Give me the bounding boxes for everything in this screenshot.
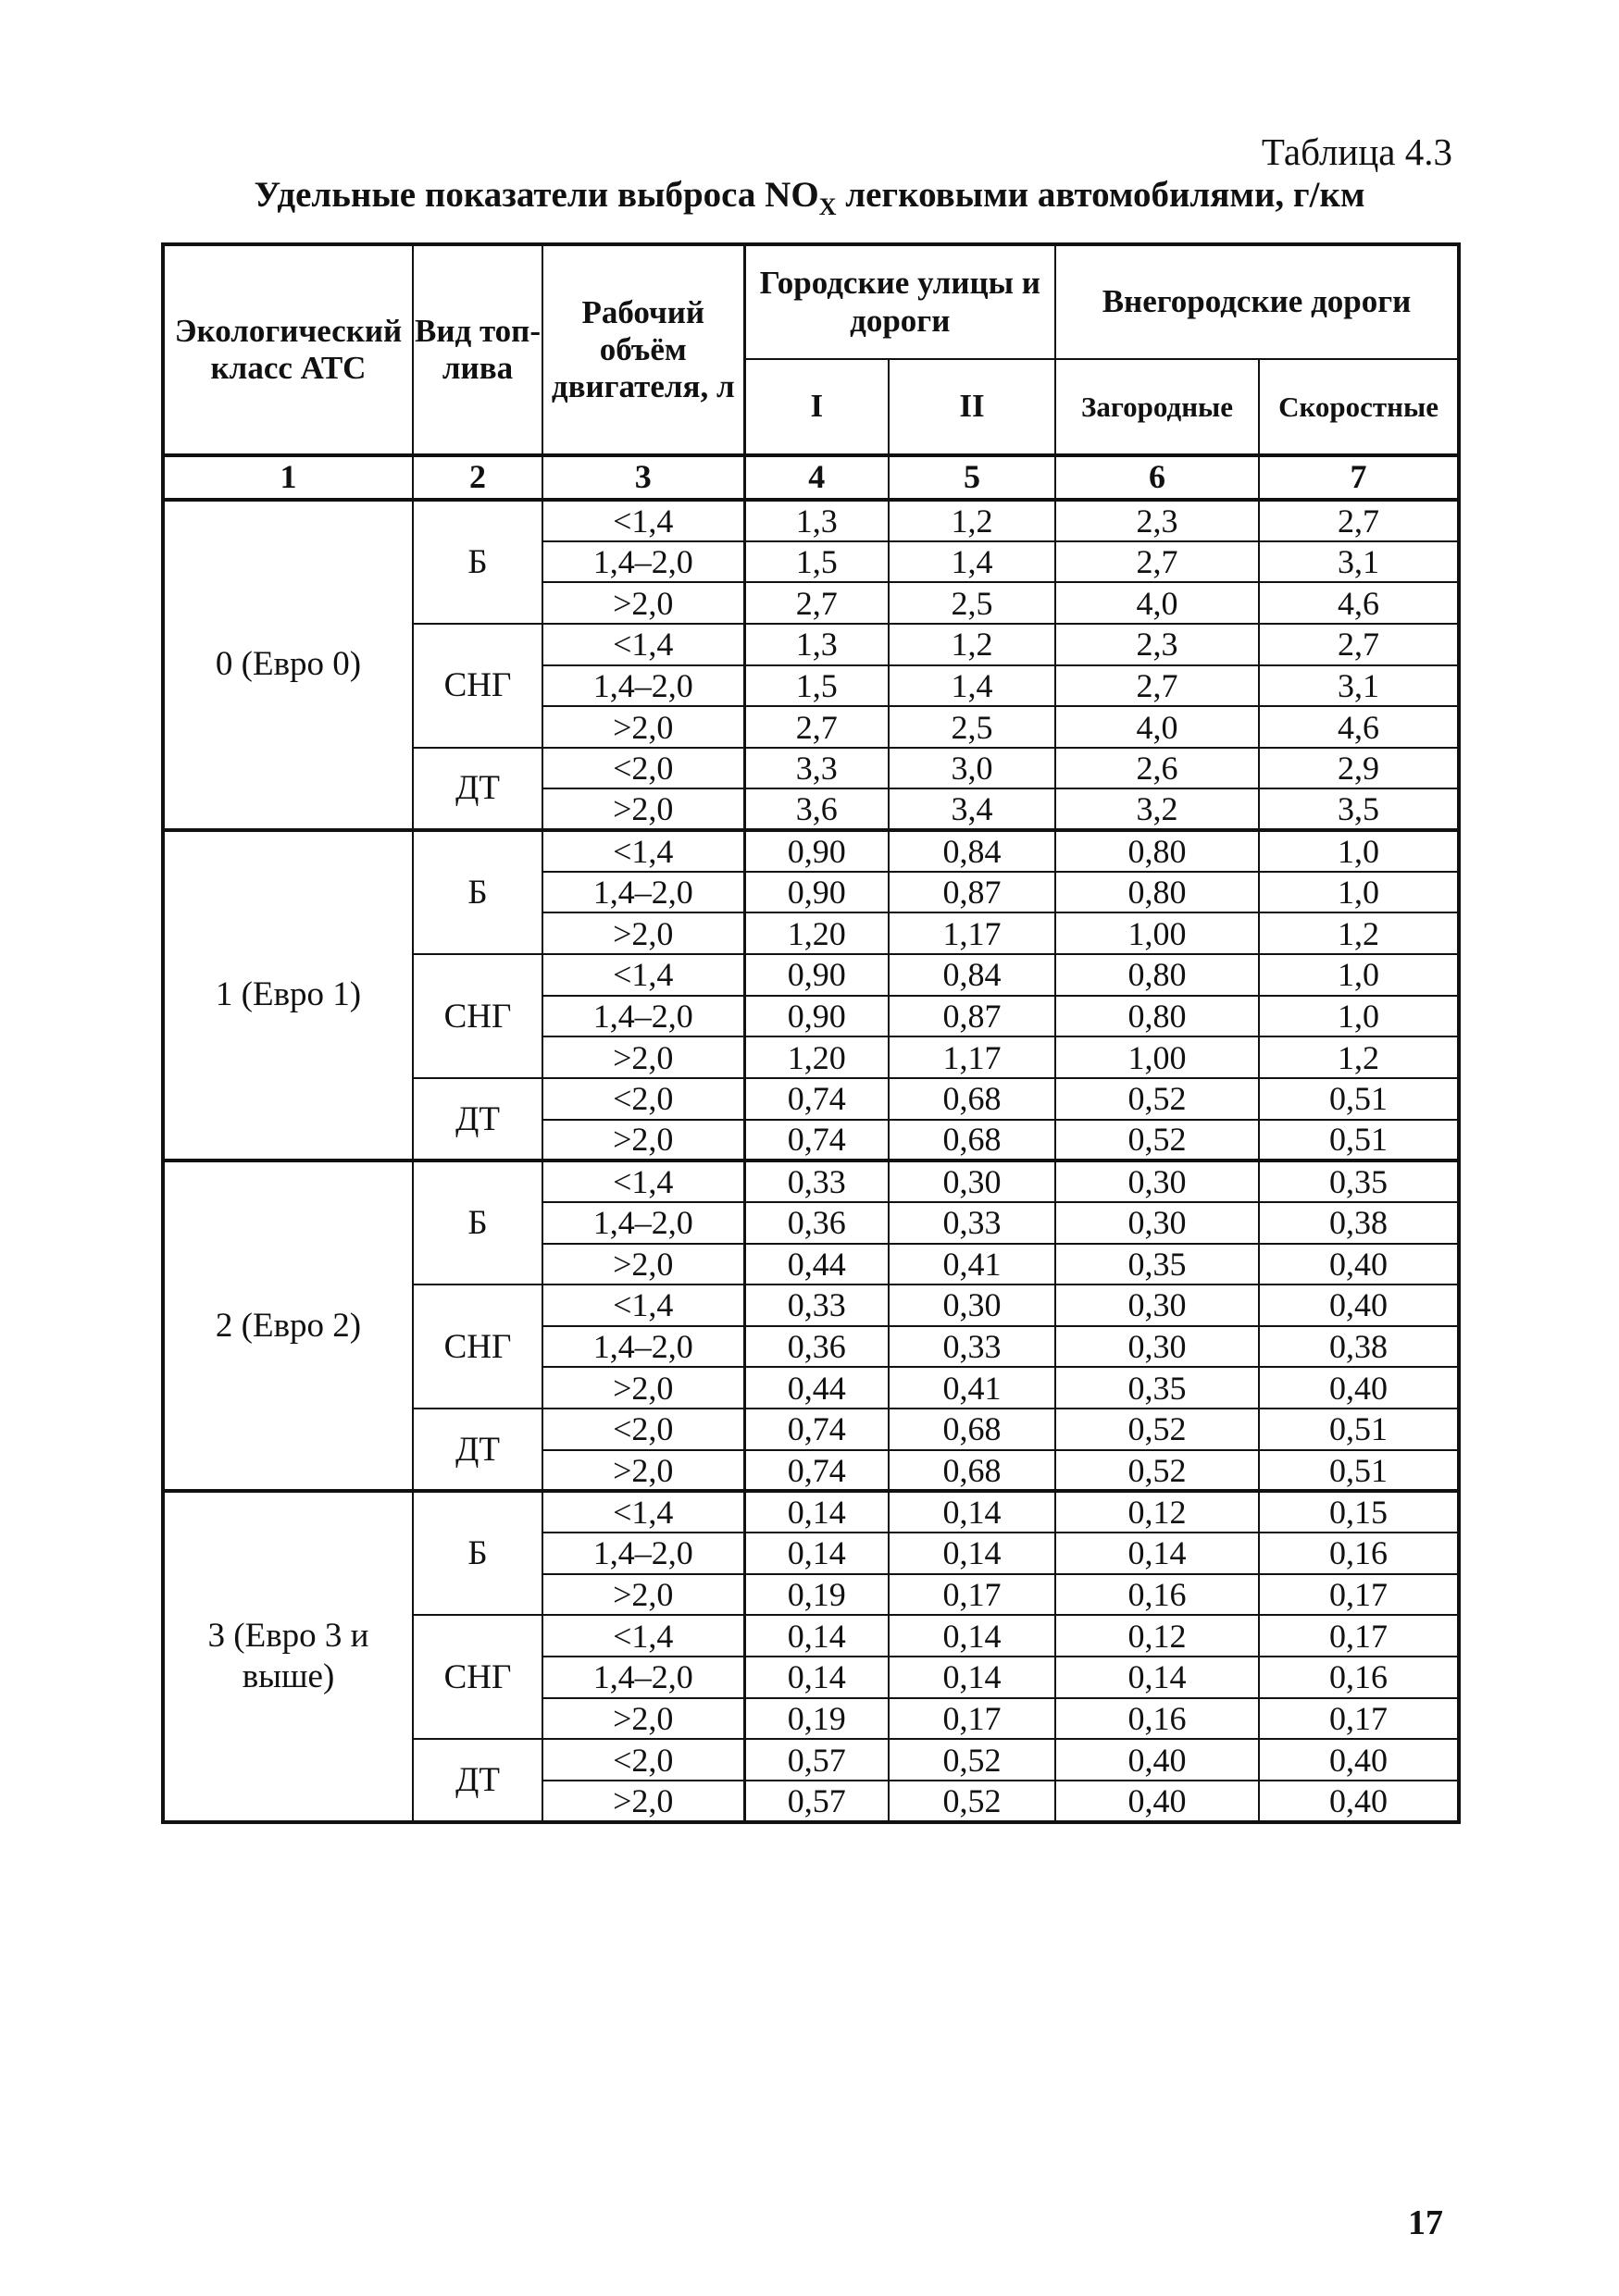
- value-cell: 0,14: [889, 1615, 1055, 1657]
- value-cell: 0,87: [889, 996, 1055, 1037]
- value-cell: 3,3: [744, 748, 889, 789]
- value-cell: 1,5: [744, 665, 889, 707]
- column-number: 5: [889, 455, 1055, 500]
- value-cell: 0,16: [1259, 1533, 1459, 1574]
- value-cell: 0,30: [1055, 1202, 1259, 1244]
- engine-volume-cell: <1,4: [542, 624, 744, 665]
- value-cell: 0,51: [1259, 1450, 1459, 1492]
- value-cell: 2,9: [1259, 748, 1459, 789]
- value-cell: 0,68: [889, 1078, 1055, 1120]
- value-cell: 0,12: [1055, 1491, 1259, 1533]
- ecological-class-cell: 0 (Евро 0): [163, 500, 413, 830]
- engine-volume-cell: <2,0: [542, 1739, 744, 1781]
- engine-volume-cell: 1,4–2,0: [542, 665, 744, 707]
- fuel-type-cell: СНГ: [413, 1615, 542, 1739]
- value-cell: 2,5: [889, 582, 1055, 624]
- value-cell: 0,84: [889, 830, 1055, 872]
- value-cell: 1,5: [744, 541, 889, 583]
- table-row: [163, 1160, 1459, 1202]
- value-cell: 1,2: [889, 500, 1055, 541]
- value-cell: 0,44: [744, 1367, 889, 1409]
- fuel-type-cell: Б: [413, 1491, 542, 1615]
- value-cell: 0,14: [744, 1657, 889, 1698]
- header-city-i: I: [744, 359, 889, 455]
- engine-volume-cell: <2,0: [542, 748, 744, 789]
- column-number: 4: [744, 455, 889, 500]
- value-cell: 0,19: [744, 1574, 889, 1616]
- value-cell: 2,7: [1259, 624, 1459, 665]
- fuel-type-cell: СНГ: [413, 1285, 542, 1409]
- value-cell: 0,14: [889, 1657, 1055, 1698]
- value-cell: 0,68: [889, 1120, 1055, 1161]
- value-cell: 0,57: [744, 1739, 889, 1781]
- value-cell: 4,6: [1259, 706, 1459, 748]
- value-cell: 0,40: [1055, 1781, 1259, 1822]
- engine-volume-cell: >2,0: [542, 706, 744, 748]
- column-number: 7: [1259, 455, 1459, 500]
- column-number: 1: [163, 455, 413, 500]
- table-row: [163, 830, 1459, 872]
- header-fuel: Вид топ-лива: [413, 244, 542, 455]
- value-cell: 0,30: [1055, 1285, 1259, 1326]
- value-cell: 0,14: [889, 1491, 1055, 1533]
- header-volume: Рабочий объём двигателя, л: [542, 244, 744, 455]
- engine-volume-cell: <1,4: [542, 1615, 744, 1657]
- value-cell: 0,33: [744, 1285, 889, 1326]
- value-cell: 0,74: [744, 1409, 889, 1450]
- value-cell: 0,90: [744, 830, 889, 872]
- value-cell: 1,17: [889, 1036, 1055, 1078]
- engine-volume-cell: <2,0: [542, 1409, 744, 1450]
- engine-volume-cell: <1,4: [542, 830, 744, 872]
- value-cell: 0,40: [1259, 1739, 1459, 1781]
- value-cell: 0,12: [1055, 1615, 1259, 1657]
- value-cell: 0,52: [1055, 1120, 1259, 1161]
- fuel-type-cell: Б: [413, 830, 542, 954]
- value-cell: 0,35: [1055, 1244, 1259, 1285]
- value-cell: 1,00: [1055, 1036, 1259, 1078]
- engine-volume-cell: >2,0: [542, 1244, 744, 1285]
- value-cell: 1,20: [744, 912, 889, 954]
- fuel-type-cell: ДТ: [413, 1078, 542, 1160]
- engine-volume-cell: 1,4–2,0: [542, 872, 744, 913]
- column-number: 2: [413, 455, 542, 500]
- header-outside: Внегородские дороги: [1055, 244, 1459, 359]
- value-cell: 0,40: [1259, 1781, 1459, 1822]
- fuel-type-cell: ДТ: [413, 1739, 542, 1821]
- value-cell: 1,00: [1055, 912, 1259, 954]
- value-cell: 2,7: [744, 582, 889, 624]
- table-body: [163, 500, 1459, 1822]
- value-cell: 0,14: [744, 1491, 889, 1533]
- engine-volume-cell: >2,0: [542, 582, 744, 624]
- engine-volume-cell: >2,0: [542, 1698, 744, 1740]
- value-cell: 0,16: [1055, 1698, 1259, 1740]
- value-cell: 0,57: [744, 1781, 889, 1822]
- header-class: Экологический класс АТС: [163, 244, 413, 455]
- engine-volume-cell: 1,4–2,0: [542, 1657, 744, 1698]
- fuel-type-cell: СНГ: [413, 954, 542, 1078]
- value-cell: 0,14: [744, 1533, 889, 1574]
- value-cell: 0,33: [744, 1160, 889, 1202]
- value-cell: 0,36: [744, 1202, 889, 1244]
- value-cell: 0,17: [889, 1698, 1055, 1740]
- column-number: 6: [1055, 455, 1259, 500]
- engine-volume-cell: >2,0: [542, 1036, 744, 1078]
- engine-volume-cell: >2,0: [542, 1120, 744, 1161]
- value-cell: 0,41: [889, 1367, 1055, 1409]
- value-cell: 1,2: [889, 624, 1055, 665]
- value-cell: 0,80: [1055, 872, 1259, 913]
- value-cell: 0,30: [889, 1160, 1055, 1202]
- value-cell: 0,90: [744, 996, 889, 1037]
- value-cell: 1,3: [744, 500, 889, 541]
- value-cell: 0,30: [1055, 1326, 1259, 1368]
- value-cell: 0,16: [1055, 1574, 1259, 1616]
- value-cell: 0,40: [1055, 1739, 1259, 1781]
- title-rest: легковыми автомобилями, г/км: [836, 175, 1365, 215]
- value-cell: 0,52: [1055, 1409, 1259, 1450]
- fuel-type-cell: ДТ: [413, 1409, 542, 1491]
- value-cell: 0,14: [744, 1615, 889, 1657]
- value-cell: 4,0: [1055, 582, 1259, 624]
- header-suburban: Загородные: [1055, 359, 1259, 455]
- value-cell: 1,2: [1259, 912, 1459, 954]
- value-cell: 0,68: [889, 1409, 1055, 1450]
- value-cell: 0,41: [889, 1244, 1055, 1285]
- title-main: Удельные показатели выброса NO: [254, 175, 819, 215]
- value-cell: 1,0: [1259, 830, 1459, 872]
- fuel-type-cell: СНГ: [413, 624, 542, 748]
- value-cell: 0,38: [1259, 1326, 1459, 1368]
- value-cell: 0,40: [1259, 1285, 1459, 1326]
- value-cell: 2,6: [1055, 748, 1259, 789]
- value-cell: 0,14: [889, 1533, 1055, 1574]
- value-cell: 0,33: [889, 1202, 1055, 1244]
- value-cell: 0,74: [744, 1078, 889, 1120]
- table-title: [0, 174, 1619, 221]
- engine-volume-cell: <2,0: [542, 1078, 744, 1120]
- value-cell: 0,19: [744, 1698, 889, 1740]
- engine-volume-cell: >2,0: [542, 1574, 744, 1616]
- value-cell: 0,80: [1055, 830, 1259, 872]
- engine-volume-cell: >2,0: [542, 1781, 744, 1822]
- engine-volume-cell: 1,4–2,0: [542, 1533, 744, 1574]
- value-cell: 0,36: [744, 1326, 889, 1368]
- value-cell: 2,3: [1055, 500, 1259, 541]
- value-cell: 2,7: [1055, 541, 1259, 583]
- value-cell: 1,3: [744, 624, 889, 665]
- value-cell: 3,4: [889, 788, 1055, 830]
- engine-volume-cell: 1,4–2,0: [542, 541, 744, 583]
- value-cell: 3,0: [889, 748, 1055, 789]
- value-cell: 3,5: [1259, 788, 1459, 830]
- value-cell: 2,3: [1055, 624, 1259, 665]
- value-cell: 0,51: [1259, 1120, 1459, 1161]
- ecological-class-cell: 2 (Евро 2): [163, 1160, 413, 1491]
- column-number: 3: [542, 455, 744, 500]
- header-city-ii: II: [889, 359, 1055, 455]
- value-cell: 0,17: [889, 1574, 1055, 1616]
- value-cell: 1,4: [889, 665, 1055, 707]
- engine-volume-cell: <1,4: [542, 1160, 744, 1202]
- engine-volume-cell: 1,4–2,0: [542, 1202, 744, 1244]
- value-cell: 0,30: [1055, 1160, 1259, 1202]
- value-cell: 0,44: [744, 1244, 889, 1285]
- nox-emission-table: [161, 242, 1461, 1824]
- page-number: 17: [1408, 2203, 1443, 2242]
- value-cell: 0,30: [889, 1285, 1055, 1326]
- value-cell: 1,17: [889, 912, 1055, 954]
- value-cell: 3,1: [1259, 665, 1459, 707]
- value-cell: 4,6: [1259, 582, 1459, 624]
- value-cell: 0,38: [1259, 1202, 1459, 1244]
- value-cell: 0,87: [889, 872, 1055, 913]
- title-subscript: X: [818, 192, 837, 220]
- header-highway: Скоростные: [1259, 359, 1459, 455]
- value-cell: 0,68: [889, 1450, 1055, 1492]
- engine-volume-cell: >2,0: [542, 1450, 744, 1492]
- engine-volume-cell: <1,4: [542, 1491, 744, 1533]
- value-cell: 3,2: [1055, 788, 1259, 830]
- value-cell: 0,80: [1055, 996, 1259, 1037]
- value-cell: 2,7: [744, 706, 889, 748]
- value-cell: 1,4: [889, 541, 1055, 583]
- value-cell: 0,35: [1055, 1367, 1259, 1409]
- value-cell: 0,15: [1259, 1491, 1459, 1533]
- value-cell: 0,33: [889, 1326, 1055, 1368]
- value-cell: 0,90: [744, 872, 889, 913]
- value-cell: 0,14: [1055, 1657, 1259, 1698]
- value-cell: 1,0: [1259, 996, 1459, 1037]
- value-cell: 2,7: [1259, 500, 1459, 541]
- value-cell: 0,51: [1259, 1409, 1459, 1450]
- value-cell: 1,2: [1259, 1036, 1459, 1078]
- table-row: [163, 500, 1459, 541]
- table-row: [163, 1491, 1459, 1533]
- value-cell: 0,40: [1259, 1244, 1459, 1285]
- ecological-class-cell: 3 (Евро 3 и выше): [163, 1491, 413, 1821]
- value-cell: 3,6: [744, 788, 889, 830]
- value-cell: 0,35: [1259, 1160, 1459, 1202]
- fuel-type-cell: ДТ: [413, 748, 542, 830]
- table-label: Таблица 4.3: [1261, 130, 1452, 173]
- value-cell: 0,80: [1055, 954, 1259, 996]
- value-cell: 0,52: [1055, 1450, 1259, 1492]
- engine-volume-cell: <1,4: [542, 500, 744, 541]
- value-cell: 0,51: [1259, 1078, 1459, 1120]
- value-cell: 0,17: [1259, 1574, 1459, 1616]
- value-cell: 0,74: [744, 1120, 889, 1161]
- value-cell: 0,40: [1259, 1367, 1459, 1409]
- engine-volume-cell: 1,4–2,0: [542, 996, 744, 1037]
- value-cell: 1,0: [1259, 872, 1459, 913]
- value-cell: 0,17: [1259, 1698, 1459, 1740]
- fuel-type-cell: Б: [413, 1160, 542, 1285]
- value-cell: 0,90: [744, 954, 889, 996]
- engine-volume-cell: >2,0: [542, 788, 744, 830]
- value-cell: 2,5: [889, 706, 1055, 748]
- value-cell: 0,52: [1055, 1078, 1259, 1120]
- ecological-class-cell: 1 (Евро 1): [163, 830, 413, 1160]
- value-cell: 0,14: [1055, 1533, 1259, 1574]
- value-cell: 0,52: [889, 1739, 1055, 1781]
- value-cell: 3,1: [1259, 541, 1459, 583]
- value-cell: 0,74: [744, 1450, 889, 1492]
- value-cell: 0,52: [889, 1781, 1055, 1822]
- value-cell: 4,0: [1055, 706, 1259, 748]
- engine-volume-cell: >2,0: [542, 912, 744, 954]
- value-cell: 1,20: [744, 1036, 889, 1078]
- engine-volume-cell: >2,0: [542, 1367, 744, 1409]
- fuel-type-cell: Б: [413, 500, 542, 624]
- value-cell: 0,84: [889, 954, 1055, 996]
- value-cell: 1,0: [1259, 954, 1459, 996]
- value-cell: 0,16: [1259, 1657, 1459, 1698]
- engine-volume-cell: <1,4: [542, 954, 744, 996]
- header-city: Городские улицы и дороги: [744, 244, 1055, 359]
- engine-volume-cell: 1,4–2,0: [542, 1326, 744, 1368]
- value-cell: 2,7: [1055, 665, 1259, 707]
- value-cell: 0,17: [1259, 1615, 1459, 1657]
- engine-volume-cell: <1,4: [542, 1285, 744, 1326]
